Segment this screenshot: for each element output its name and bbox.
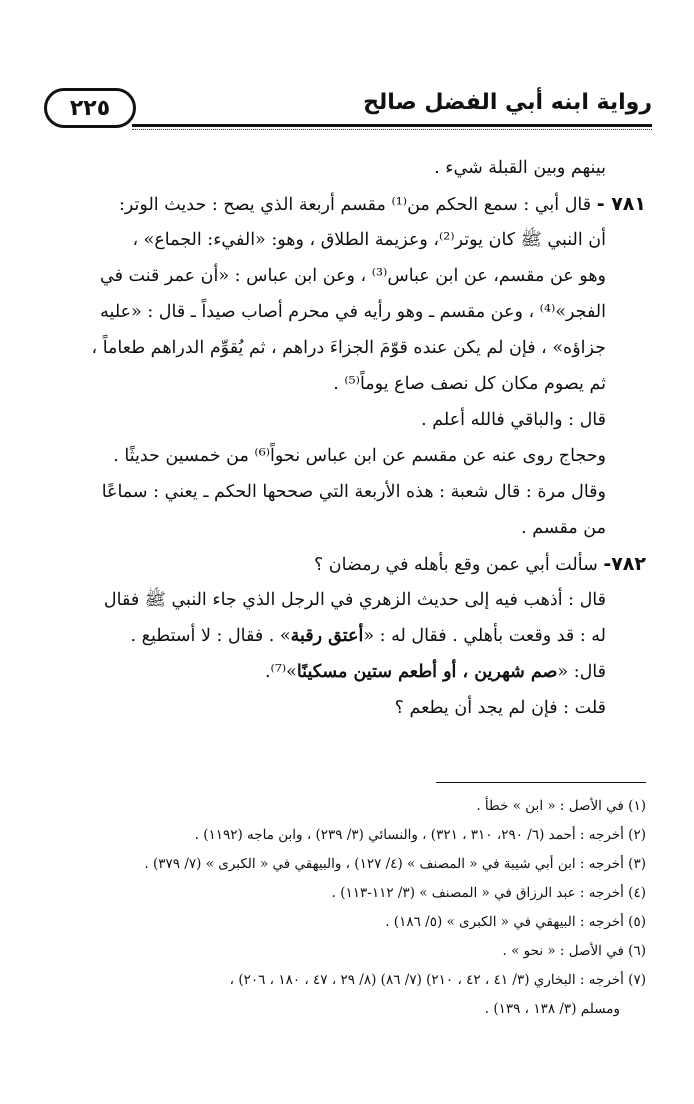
main-text	[46, 150, 646, 726]
running-title: رواية ابنه أبي الفضل صالح	[363, 90, 652, 115]
text-line	[46, 150, 646, 186]
line-text: قال: «صم شهرين ، أو أطعم ستين مسكينًا»⁽⁷⁾.	[264, 662, 606, 682]
emphasized-quote: أعتق رقبة	[290, 626, 364, 646]
text-line	[46, 474, 646, 510]
text-line	[46, 438, 646, 474]
footnote-separator	[436, 782, 646, 783]
line-text: بينهم وبين القبلة شيء .	[434, 158, 606, 178]
line-text: وهو عن مقسم، عن ابن عباس⁽³⁾ ، وعن ابن عباس : «أن عمر قنت في	[100, 266, 606, 286]
line-text: سألت أبي عمن وقع بأهله في رمضان ؟	[313, 555, 604, 575]
line-text: أن النبي ﷺ كان يوتر⁽²⁾، وعزيمة الطلاق ، وهو: «الفيء: الجماع» ،	[132, 230, 606, 250]
line-text: الفجر»⁽⁴⁾ ، وعن مقسم ـ وهو رأيه في محرم أصاب صيداً ـ قال : «عليه	[100, 302, 606, 322]
line-text: وقال مرة : قال شعبة : هذه الأربعة التي صححها الحكم ـ يعني : سماعًا	[101, 482, 606, 502]
text-line	[46, 582, 646, 618]
emphasized-quote: صم شهرين ، أو أطعم ستين مسكينًا	[296, 662, 558, 682]
line-text: قال : والباقي فالله أعلم .	[421, 410, 606, 430]
entry-number: ٧٨١ -	[596, 193, 646, 215]
text-line	[46, 366, 646, 402]
footnote: (٢) أخرجه : أحمد (٦/ ٢٩٠، ٣١٠ ، ٣٢١) ، والنسائي (٣/ ٢٣٩) ، وابن ماجه (١١٩٢) .	[194, 827, 646, 843]
line-text: له : قد وقعت بأهلي . فقال له : «أعتق رقبة» . فقال : لا أستطيع .	[130, 626, 606, 646]
header-dotted-rule	[132, 129, 652, 130]
entry-number: ٧٨٢-	[603, 553, 646, 575]
text-line	[46, 546, 646, 582]
line-text: قال أبي : سمع الحكم من⁽¹⁾ مقسم أربعة الذي يصح : حديث الوتر:	[119, 195, 597, 215]
text-line	[46, 294, 646, 330]
line-text: جزاؤه» ، فإن لم يكن عنده قوّمَ الجزاءَ دراهم ، ثم يُقوِّم الدراهم طعاماً ،	[91, 338, 606, 358]
page-number-badge: ٢٢٥	[44, 88, 136, 128]
footnote: (٣) أخرجه : ابن أبي شيبة في « المصنف » (٤/ ١٢٧) ، والبيهقي في « الكبرى » (٧/ ٣٧٩) .	[144, 856, 646, 872]
footnote: ومسلم (٣/ ١٣٨ ، ١٣٩) .	[484, 1001, 620, 1017]
text-line	[46, 510, 646, 546]
text-line	[46, 258, 646, 294]
line-text: قلت : فإن لم يجد أن يطعم ؟	[394, 698, 606, 718]
footnote: (٥) أخرجه : البيهقي في « الكبرى » (٥/ ١٨٦) .	[385, 914, 646, 930]
text-line	[46, 222, 646, 258]
footnote: (١) في الأصل : « ابن » خطأ .	[476, 798, 646, 814]
line-text: وحجاج روى عنه عن مقسم عن ابن عباس نحواً⁽⁶⁾ من خمسين حديثًا .	[113, 446, 606, 466]
text-line	[46, 330, 646, 366]
text-line	[46, 186, 646, 222]
text-line	[46, 690, 646, 726]
footnote: (٤) أخرجه : عبد الرزاق في « المصنف » (٣/ ١١٢-١١٣) .	[331, 885, 646, 901]
line-text: قال : أذهب فيه إلى حديث الزهري في الرجل الذي جاء النبي ﷺ فقال	[103, 590, 606, 610]
footnote: (٦) في الأصل : « نحو » .	[502, 943, 646, 959]
text-line	[46, 402, 646, 438]
text-line	[46, 618, 646, 654]
page-header	[44, 78, 652, 134]
line-text: ثم يصوم مكان كل نصف صاع يوماً⁽⁵⁾ .	[333, 374, 606, 394]
footnotes	[46, 792, 646, 1024]
header-rule	[132, 124, 652, 127]
text-line	[46, 654, 646, 690]
footnote: (٧) أخرجه : البخاري (٣/ ٤١ ، ٤٢ ، ٢١٠) (٧/ ٨٦) (٨/ ٢٩ ، ٤٧ ، ١٨٠ ، ٢٠٦) ،	[229, 972, 646, 988]
line-text: من مقسم .	[521, 518, 606, 538]
